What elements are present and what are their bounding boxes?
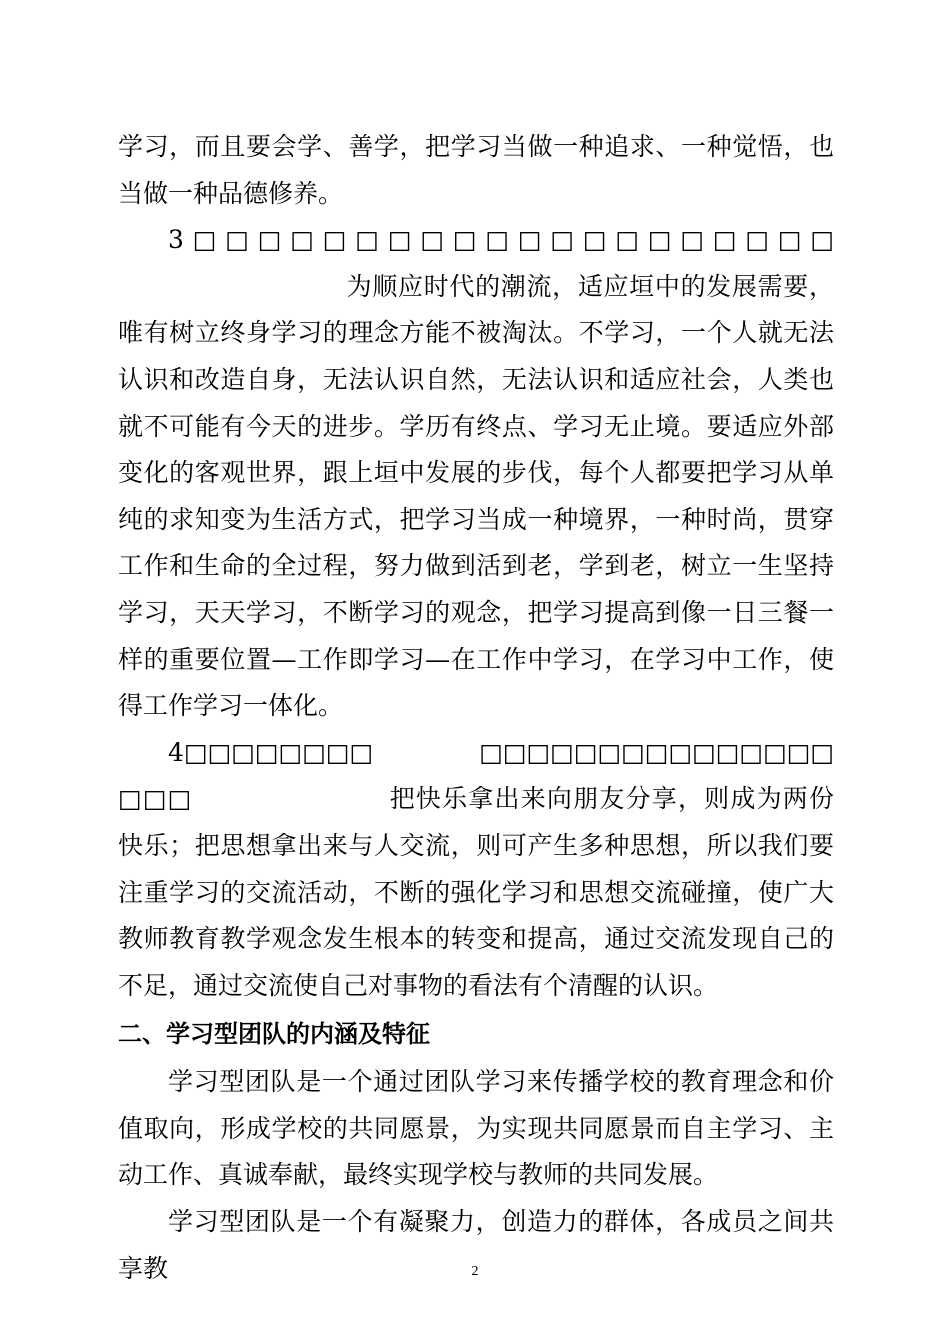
- paragraph-2: [118, 217, 834, 730]
- document-body: [118, 124, 834, 1292]
- paragraph-4: [118, 1059, 834, 1199]
- paragraph-1-text: 学习，而且要会学、善学，把学习当做一种追求、一种觉悟，也当做一种品德修养。: [118, 132, 834, 208]
- paragraph-3: [118, 730, 834, 1010]
- paragraph-3-text: 把快乐拿出来向朋友分享，则成为两份快乐；把思想拿出来与人交流，则可产生多种思想，所以我们要注重学习的交流活动，不断的强化学习和思想交流碰撞，使广大教师教育教学观念发生根本的转变和提高，通过交流发现自己的不足，通过交流使自己对事物的看法有个清醒的认识。: [118, 784, 834, 1000]
- page-number: 2: [471, 1264, 479, 1279]
- paragraph-2-lead: 3□□□□□□□□□□□□□□□□□□□□: [168, 225, 834, 255]
- section-heading: 二、学习型团队的内涵及特征: [118, 1020, 430, 1049]
- paragraph-4-text: 学习型团队是一个通过团队学习来传播学校的教育理念和价值取向，形成学校的共同愿景，为实现共同愿景而自主学习、主动工作、真诚奉献，最终实现学校与教师的共同发展。: [118, 1067, 834, 1190]
- paragraph-3-lead-2: □□□□□□□□□□□□□□□□□□: [118, 737, 835, 814]
- paragraph-1: [118, 124, 834, 217]
- paragraph-5-text: 学习型团队是一个有凝聚力，创造力的群体，各成员之间共享教: [118, 1207, 834, 1283]
- paragraph-2-text: 为顺应时代的潮流，适应垣中的发展需要，唯有树立终身学习的理念方能不被淘汰。不学习，一个人就无法认识和改造自身，无法认识自然，无法认识和适应社会，人类也就不可能有今天的进步。学历有终点、学习无止境。要适应外部变化的客观世界，跟上垣中发展的步伐，每个人都要把学习从单纯的求知变为生活方式，把学习当成一种境界，一种时尚，贯穿工作和生命的全过程，努力做到活到老，学到老，树立一生坚持学习，天天学习，不断学习的观念，把学习提高到像一日三餐一样的重要位置—工作即学习—在工作中学习，在学习中工作，使得工作学习一体化。: [118, 271, 834, 721]
- paragraph-3-lead: 4□□□□□□□□: [168, 737, 374, 767]
